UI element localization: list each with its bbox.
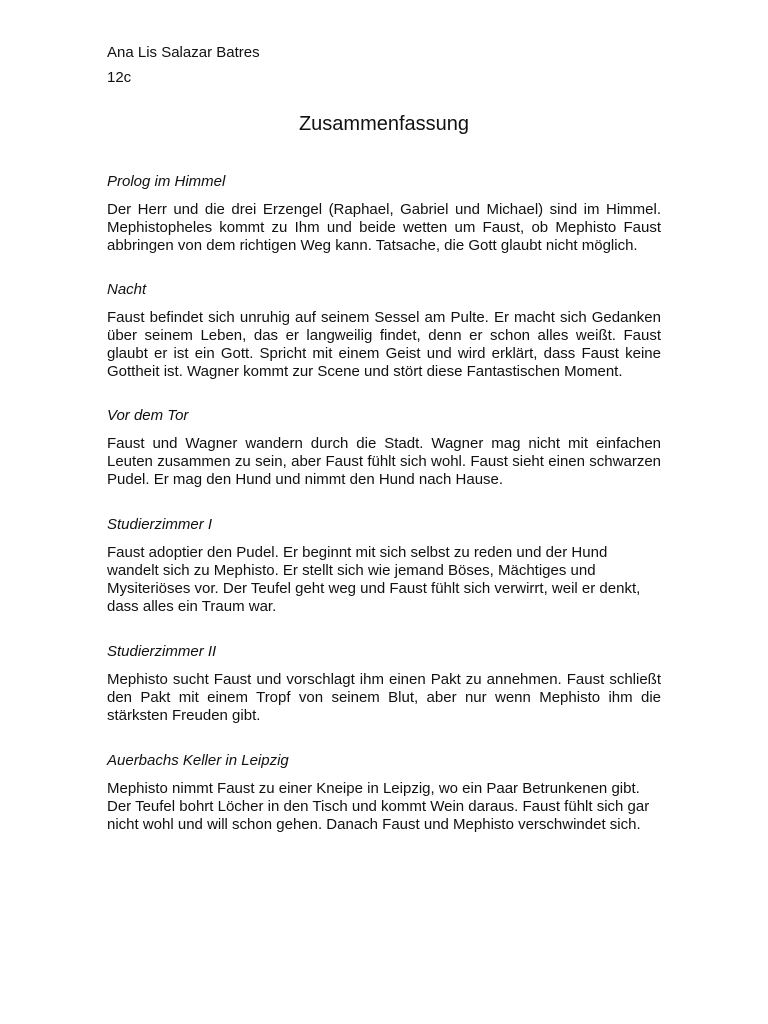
section-studierzimmer-2 xyxy=(107,643,661,725)
section-heading: Studierzimmer I xyxy=(107,516,213,533)
class-label: 12c xyxy=(107,69,132,86)
section-heading: Prolog im Himmel xyxy=(107,173,226,190)
section-studierzimmer-1 xyxy=(107,516,661,616)
author-name: Ana Lis Salazar Batres xyxy=(107,44,260,61)
section-text: Faust befindet sich unruhig auf seinem Sessel am Pulte. Er macht sich Gedanken über seinem Leben, das er langweilig findet, denn er schon alles weißt. Faust glaubt er ist ein Gott. Spricht mit einem Geist und wird erklärt, dass Faust keine Gottheit ist. Wagner kommt zur Scene und stört diese Fantastischen Moment. xyxy=(107,309,661,380)
section-text: Mephisto nimmt Faust zu einer Kneipe in Leipzig, wo ein Paar Betrunkenen gibt. Der Teufel bohrt Löcher in den Tisch und kommt Wein daraus. Faust fühlt sich gar nicht wohl und will schon gehen. Danach Faust und Mephisto verschwindet sich. xyxy=(107,780,650,833)
section-text: Mephisto sucht Faust und vorschlagt ihm einen Pakt zu annehmen. Faust schließt den Pakt mit einem Tropf von seinem Blut, aber nur wenn Mephisto ihm die stärksten Freuden gibt. xyxy=(107,671,661,724)
section-heading: Studierzimmer II xyxy=(107,643,217,660)
section-nacht xyxy=(107,281,661,381)
section-auerbachs-keller xyxy=(107,752,661,834)
section-vor-dem-tor xyxy=(107,407,661,489)
section-prolog xyxy=(107,173,661,255)
page-title: Zusammenfassung xyxy=(298,113,470,135)
section-heading: Nacht xyxy=(107,281,147,298)
section-text: Faust und Wagner wandern durch die Stadt. Wagner mag nicht mit einfachen Leuten zusammen zu sein, aber Faust fühlt sich wohl. Faust sieht einen schwarzen Pudel. Er mag den Hund und nimmt den Hund nach Hause. xyxy=(107,435,661,488)
section-heading: Auerbachs Keller in Leipzig xyxy=(107,752,289,769)
section-text: Faust adoptier den Pudel. Er beginnt mit sich selbst zu reden und der Hund wandelt sich zu Mephisto. Er stellt sich wie jemand Böses, Mächtiges und Mysiteriöses vor. Der Teufel geht weg und Faust fühlt sich verwirrt, weil er denkt, dass alles ein Traum war. xyxy=(107,544,641,615)
section-text: Der Herr und die drei Erzengel (Raphael, Gabriel und Michael) sind im Himmel. Mephistopheles kommt zu Ihm und beide wetten um Faust, ob Mephisto Faust abbringen von dem richtigen Weg kann. Tatsache, die Gott glaubt nicht möglich. xyxy=(107,201,661,254)
section-heading: Vor dem Tor xyxy=(107,407,189,424)
